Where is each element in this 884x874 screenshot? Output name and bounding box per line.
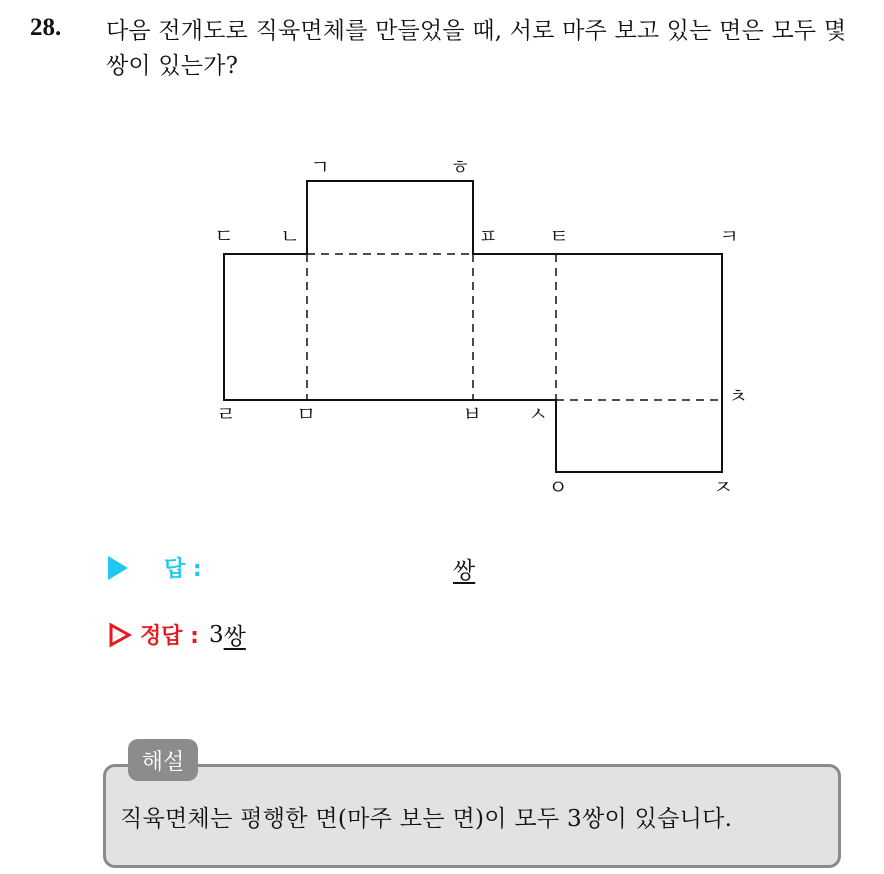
answer-row — [108, 552, 202, 583]
outline-arrow-icon — [108, 622, 132, 648]
vertex-label-g: ㄱ — [310, 155, 330, 179]
vertex-label-ch: ㅊ — [728, 384, 748, 408]
answer-unit: 쌍 — [453, 558, 476, 584]
vertex-label-j: ㅈ — [713, 475, 733, 499]
question-number: 28. — [30, 14, 62, 41]
play-arrow-icon — [108, 556, 128, 580]
answer-label: 답 : — [164, 557, 202, 582]
vertex-label-k: ㅋ — [719, 224, 739, 248]
vertex-label-t: ㅌ — [549, 224, 569, 248]
vertex-label-s: ㅅ — [528, 402, 548, 426]
correct-answer-label: 정답 : — [140, 624, 199, 649]
vertex-label-p: ㅍ — [478, 224, 498, 248]
explanation-text: 직육면체는 평행한 면(마주 보는 면)이 모두 3쌍이 있습니다. — [120, 806, 733, 832]
question-text: 다음 전개도로 직육면체를 만들었을 때, 서로 마주 보고 있는 면은 모두 몇 쌍이 있는가? — [106, 18, 847, 79]
correct-answer-value: 3 — [208, 621, 224, 648]
vertex-label-b: ㅂ — [462, 402, 482, 426]
vertex-label-o: ㅇ — [548, 475, 568, 499]
vertex-label-m: ㅁ — [296, 402, 316, 426]
correct-answer-unit: 쌍 — [223, 624, 246, 650]
correct-answer-row — [108, 618, 246, 651]
vertex-label-h: ㅎ — [450, 155, 470, 179]
vertex-label-d: ㄷ — [214, 224, 234, 248]
vertex-label-r: ㄹ — [216, 402, 236, 426]
explanation-tag: 해설 — [128, 739, 198, 781]
vertex-label-n: ㄴ — [280, 224, 300, 248]
